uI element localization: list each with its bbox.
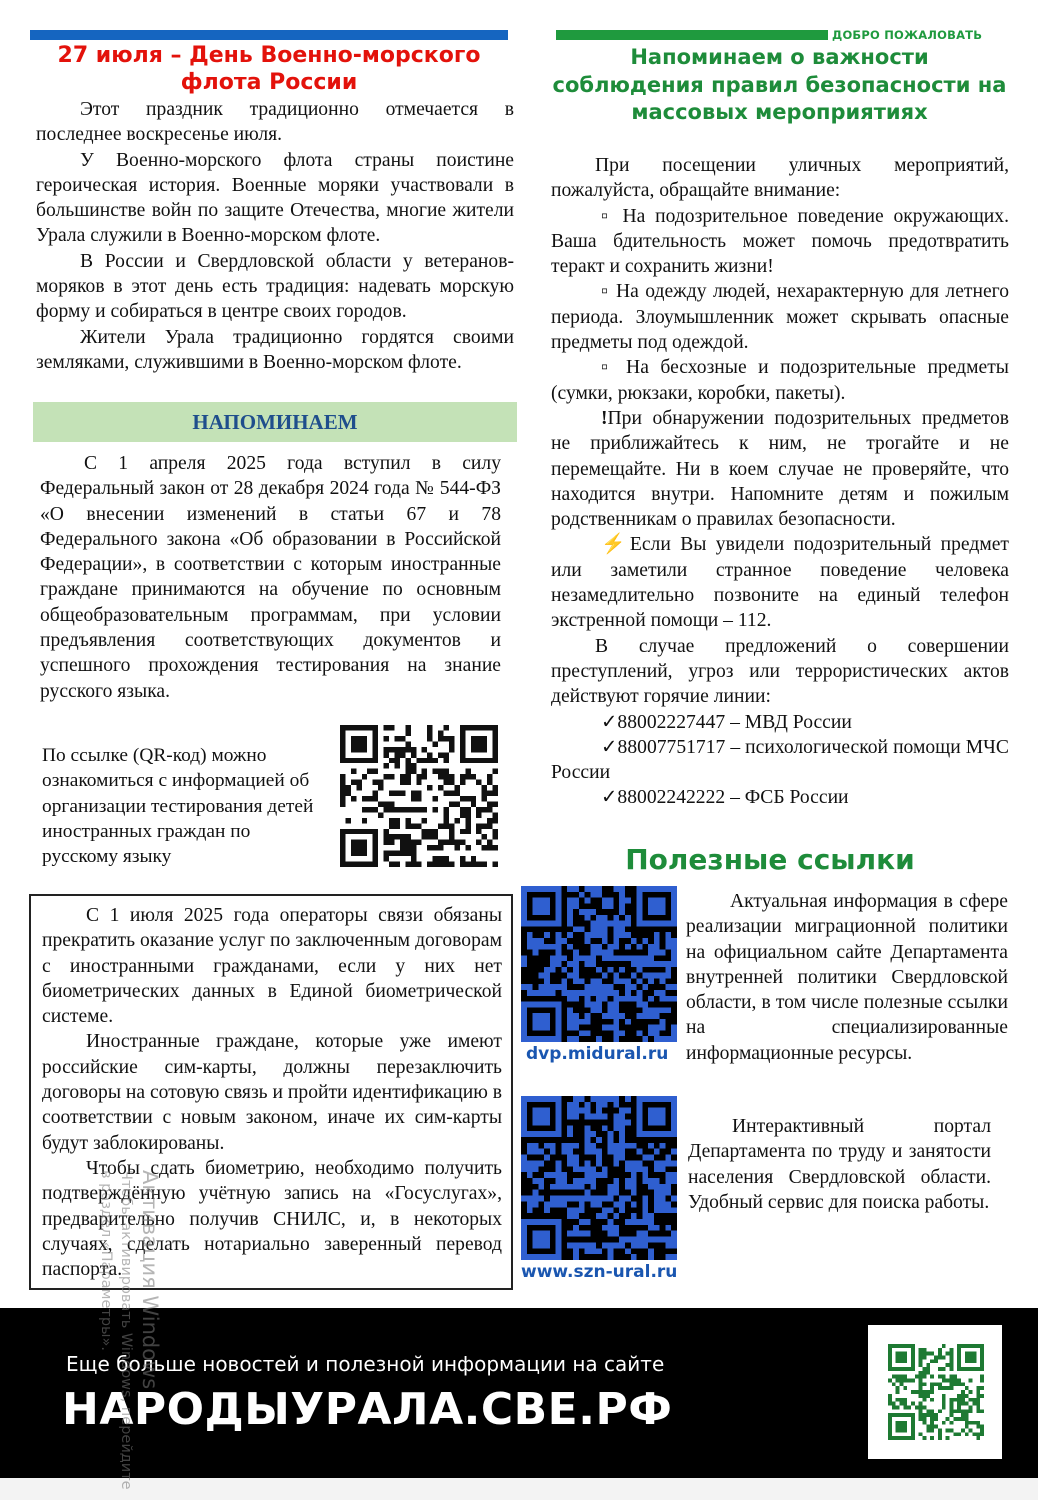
dvp-site-link[interactable]: dvp.midural.ru	[526, 1044, 669, 1064]
lightning-icon: ⚡	[601, 534, 630, 556]
check-icon: ✓	[601, 711, 618, 733]
bullet-icon: ▫	[601, 281, 610, 303]
bullet-item: ▫ На бесхозные и подозрительные предметы (сумки, рюкзаки, коробки, пакеты).	[551, 357, 1009, 404]
hotline-item: ✓88002242222 – ФСБ России	[601, 787, 849, 809]
paragraph: Иностранные граждане, которые уже имеют российские сим-карты, должны перезаключить договоры на сотовую связь и пройти идентификацию в соответствии с новым законом, иначе их сим-карты будут заблокированы.	[42, 1031, 502, 1154]
qr-note: По ссылке (QR-код) можно ознакомиться с информацией об организации тестирования детей иностранных граждан по русскому языку	[42, 745, 314, 868]
paragraph: С 1 июля 2025 года операторы связи обязаны прекратить оказание услуг по заключенным договорам с иностранными гражданами, если у них нет биометрических данных в Единой биометрической системе.	[42, 905, 502, 1028]
blue-accent-bar	[30, 30, 508, 40]
navy-day-title: 27 июля – День Военно-морского флота России	[57, 43, 481, 95]
qr-code-icon[interactable]	[521, 886, 677, 1042]
bullet-icon: ▫	[601, 357, 615, 379]
hotline-item: ✓88002227447 – МВД России	[601, 711, 852, 733]
windows-activation-watermark	[96, 1170, 164, 1490]
bullet-icon: ▫	[601, 205, 613, 227]
szn-description: Интерактивный портал Департамента по труду и занятости населения Свердловской области. Удобный сервис для поиска работы.	[688, 1116, 991, 1213]
qr-code-icon[interactable]	[521, 1096, 677, 1260]
navy-day-text	[36, 97, 514, 375]
safety-text	[551, 153, 1009, 811]
hotline-item: ✓88007751717 – психологической помощи МЧС России	[551, 736, 1009, 784]
safety-intro: При посещении уличных мероприятий, пожалуйста, обращайте внимание:	[551, 155, 1009, 202]
paragraph: Этот праздник традиционно отмечается в последнее воскресенье июля.	[36, 99, 514, 146]
reminder-text	[40, 451, 501, 704]
check-icon: ✓	[601, 787, 618, 809]
warning-item: !При обнаружении подозрительных предметов не приближайтесь к ним, не трогайте и не перемещайте. Ни в коем случае не проверяйте, что находится внутри. Напомните детям и пожилым родственникам о правилах безопасности.	[551, 407, 1009, 531]
paragraph: Жители Урала традиционно гордятся своими земляками, служившими в Военно-морском флоте.	[36, 326, 514, 373]
watermark-title: Активация Windows	[138, 1170, 162, 1390]
paragraph: С 1 апреля 2025 года вступил в силу Федеральный закон от 28 декабря 2024 года № 544-ФЗ «О внесении изменений в статьи 67 и 78 Федерального закона «Об образовании в Российской Федерации», в соответствии с которым иностранные граждане принимаются на обучение по основным общеобразовательным программам, при условии предъявления соответствующих документов и успешного прохождения тестирования на знание русского языка.	[40, 453, 501, 702]
paragraph: В России и Свердловской области у ветеранов-моряков в этот день есть традиция: надевать морскую форму и собираться в центре своих городов.	[36, 250, 514, 323]
useful-links-title: Полезные ссылки	[625, 843, 915, 876]
footer-site-link[interactable]: НАРОДЫУРАЛА.СВЕ.РФ	[62, 1384, 673, 1435]
szn-site-link[interactable]: www.szn-ural.ru	[521, 1262, 678, 1282]
dvp-description: Актуальная информация в сфере реализации миграционной политики на официальном сайте Департамента внутренней политики Свердловской области, в том числе полезные ссылки на специализированные информационные ресурсы.	[686, 891, 1008, 1064]
watermark-subtitle: Чтобы активировать Windows, перейдите в раздел «Параметры».	[98, 1170, 134, 1490]
green-accent-bar	[556, 30, 828, 40]
qr-code-icon[interactable]	[888, 1344, 984, 1440]
exclamation-icon: !	[601, 407, 608, 429]
paragraph: У Военно-морского флота страны поистине героическая история. Военные моряки участвовали в большинстве войн по защите Отечества, многие жители Урала служили в Военно-морском флоте.	[36, 149, 514, 247]
safety-title: Напоминаем о важности соблюдения правил безопасности на массовых мероприятиях	[552, 45, 1007, 124]
qr-code-icon[interactable]	[340, 725, 498, 867]
emergency-item: ⚡Если Вы увидели подозрительный предмет или заметили странное поведение человека незамедлительно позвоните на единый телефон экстренной помощи – 112.	[551, 534, 1009, 632]
footer-tagline: Еще больше новостей и полезной информации на сайте	[66, 1352, 665, 1376]
bullet-item: ▫ На одежду людей, нехарактерную для летнего периода. Злоумышленник может скрывать опасные предметы под одеждой.	[551, 281, 1009, 354]
paragraph: Чтобы сдать биометрию, необходимо получить подтверждённую учётную запись на «Госуслугах», предварительно получив СНИЛС, и, в некоторых случаях, сделать нотариально заверенный перевод паспорта.	[42, 1157, 502, 1281]
bullet-item: ▫ На подозрительное поведение окружающих. Ваша бдительность может помочь предотвратить теракт и сохранить жизни!	[551, 205, 1009, 278]
reminder-heading: НАПОМИНАЕМ	[33, 402, 517, 442]
welcome-label: ДОБРО ПОЖАЛОВАТЬ	[832, 28, 983, 42]
hotlines-intro: В случае предложений о совершении преступлений, угроз или террористических актов действуют горячие линии:	[551, 635, 1009, 708]
check-icon: ✓	[601, 736, 618, 758]
